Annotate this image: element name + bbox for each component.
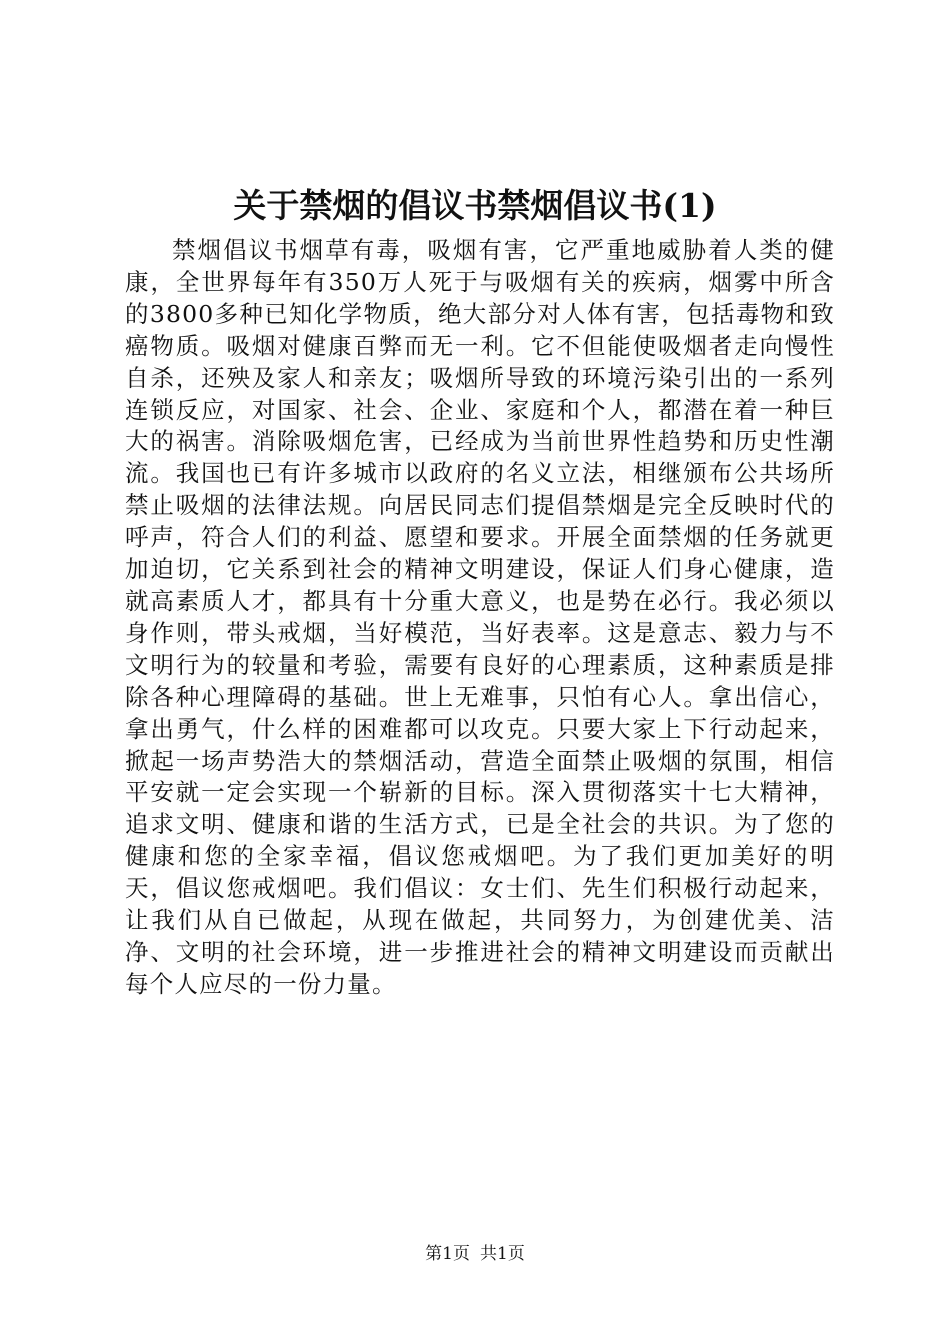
document-title: 关于禁烟的倡议书禁烟倡议书(1): [233, 186, 717, 225]
document-body: 禁烟倡议书烟草有毒，吸烟有害，它严重地威胁着人类的健康，全世界每年有350万人死于与吸烟有关的疾病，烟雾中所含的3800多种已知化学物质，绝大部分对人体有害，包括毒物和致癌物质。吸烟对健康百弊而无一利。它不但能使吸烟者走向慢性自杀，还殃及家人和亲友；吸烟所导致的环境污染引出的一系列连锁反应，对国家、社会、企业、家庭和个人，都潜在着一种巨大的祸害。消除吸烟危害，已经成为当前世界性趋势和历史性潮流。我国也已有许多城市以政府的名义立法，相继颁布公共场所禁止吸烟的法律法规。向居民同志们提倡禁烟是完全反映时代的呼声，符合人们的利益、愿望和要求。开展全面禁烟的任务就更加迫切，它关系到社会的精神文明建设，保证人们身心健康，造就高素质人才，都具有十分重大意义，也是势在必行。我必须以身作则，带头戒烟，当好模范，当好表率。这是意志、毅力与不文明行为的较量和考验，需要有良好的心理素质，这种素质是排除各种心理障碍的基础。世上无难事，只怕有心人。拿出信心，拿出勇气，什么样的困难都可以攻克。只要大家上下行动起来，掀起一场声势浩大的禁烟活动，营造全面禁止吸烟的氛围，相信平安就一定会实现一个崭新的目标。深入贯彻落实十七大精神，追求文明、健康和谐的生活方式，已是全社会的共识。为了您的健康和您的全家幸福，倡议您戒烟吧。为了我们更加美好的明天，倡议您戒烟吧。我们倡议：女士们、先生们积极行动起来，让我们从自已做起，从现在做起，共同努力，为创建优美、洁净、文明的社会环境，进一步推进社会的精神文明建设而贡献出每个人应尽的一份力量。: [125, 236, 835, 998]
page-footer: [0, 1243, 950, 1265]
page-number: 第1页: [425, 1244, 470, 1264]
page-total: 共1页: [480, 1244, 525, 1264]
